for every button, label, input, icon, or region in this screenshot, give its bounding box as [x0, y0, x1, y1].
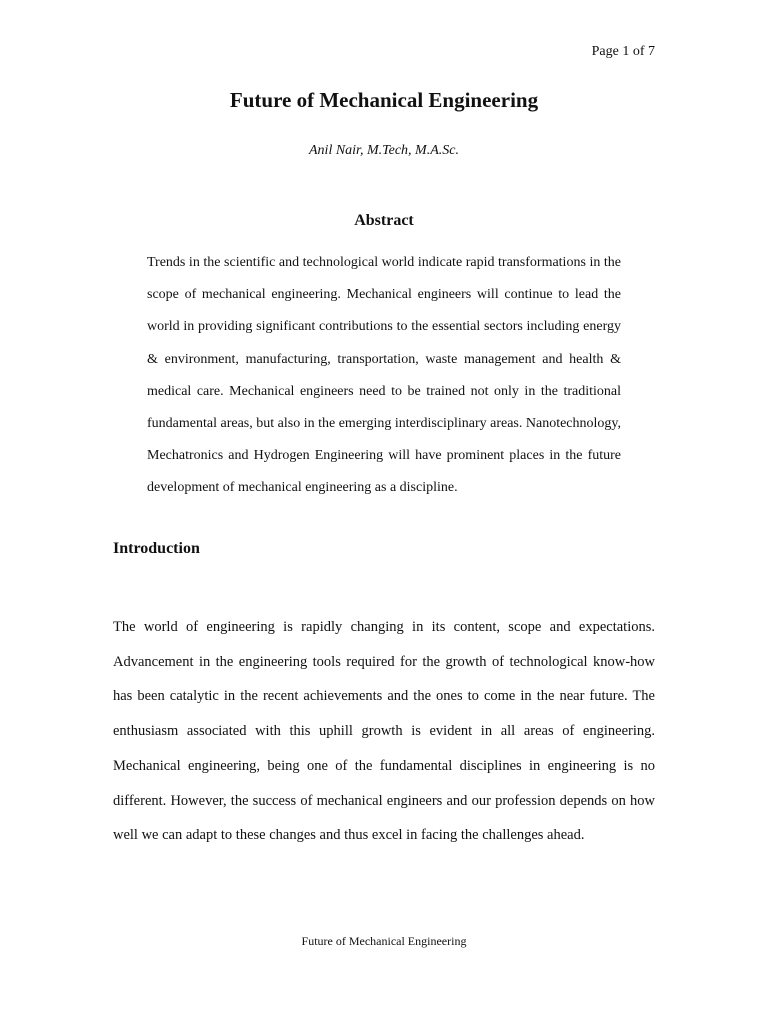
author-line: Anil Nair, M.Tech, M.A.Sc.	[309, 143, 459, 158]
paper-title: Future of Mechanical Engineering	[229, 88, 539, 112]
introduction-heading: Introduction	[113, 540, 200, 557]
introduction-paragraph: The world of engineering is rapidly changing in its content, scope and expectations. Advancement in the engineering tools required for the growth of technological know-how has been catalytic in the recent achievements and the ones to come in the near future. The enthusiasm associated with this uphill growth is evident in all areas of engineering. Mechanical engineering, being one of the fundamental disciplines in engineering is no different. However, the success of mechanical engineers and our profession depends on how well we can adapt to these changes and thus excel in facing the challenges ahead.	[113, 619, 655, 844]
abstract-paragraph: Trends in the scientific and technological world indicate rapid transformations in the scope of mechanical engineering. Mechanical engineers will continue to lead the world in providing significant contributions to the essential sectors including energy & environment, manufacturing, transportation, waste management and health & medical care. Mechanical engineers need to be trained not only in the traditional fundamental areas, but also in the emerging interdisciplinary areas. Nanotechnology, Mechatronics and Hydrogen Engineering will have prominent places in the future development of mechanical engineering as a discipline.	[147, 255, 621, 496]
abstract-heading: Abstract	[354, 212, 414, 229]
page-footer: Future of Mechanical Engineering	[301, 934, 467, 948]
page-number: Page 1 of 7	[591, 44, 655, 59]
